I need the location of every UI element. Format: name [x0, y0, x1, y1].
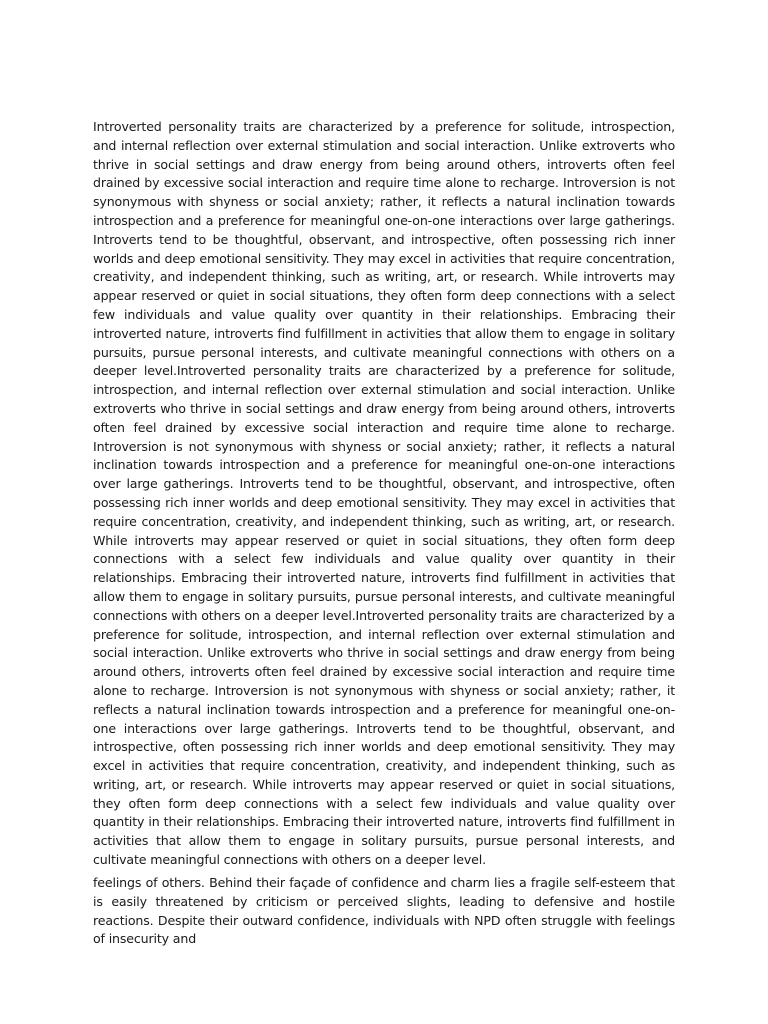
body-paragraph-npd-continuation: feelings of others. Behind their façade of confidence and charm lies a fragile self-esteem that is easily threatened by criticism or perceived slights, leading to defensive and hostile reactions. Despite their outward confidence, individuals with NPD often struggle with feelings of insecurity and — [93, 875, 675, 947]
body-paragraph-introversion: Introverted personality traits are characterized by a preference for solitude, introspection, and internal reflection over external stimulation and social interaction. Unlike extroverts who thrive in social settings and draw energy from being around others, introverts often feel drained by excessive social interaction and require time alone to recharge. Introversion is not synonymous with shyness or social anxiety; rather, it reflects a natural inclination towards introspection and a preference for meaningful one-on-one interactions over large gatherings. Introverts tend to be thoughtful, observant, and introspective, often possessing rich inner worlds and deep emotional sensitivity. They may excel in activities that require concentration, creativity, and independent thinking, such as writing, art, or research. While introverts may appear reserved or quiet in social situations, they often form deep connections with a select few individuals and value quality over quantity in their relationships. Embracing their introverted nature, introverts find fulfillment in activities that allow them to engage in solitary pursuits, pursue personal interests, and cultivate meaningful connections with others on a deeper level.Introverted personality traits are characterized by a preference for solitude, introspection, and internal reflection over external stimulation and social interaction. Unlike extroverts who thrive in social settings and draw energy from being around others, introverts often feel drained by excessive social interaction and require time alone to recharge. Introversion is not synonymous with shyness or social anxiety; rather, it reflects a natural inclination towards introspection and a preference for meaningful one-on-one interactions over large gatherings. Introverts tend to be thoughtful, observant, and introspective, often possessing rich inner worlds and deep emotional sensitivity. They may excel in activities that require concentration, creativity, and independent thinking, such as writing, art, or research. While introverts may appear reserved or quiet in social situations, they often form deep connections with a select few individuals and value quality over quantity in their relationships. Embracing their introverted nature, introverts find fulfillment in activities that allow them to engage in solitary pursuits, pursue personal interests, and cultivate meaningful connections with others on a deeper level.Introverted personality traits are characterized by a preference for solitude, introspection, and internal reflection over external stimulation and social interaction. Unlike extroverts who thrive in social settings and draw energy from being around others, introverts often feel drained by excessive social interaction and require time alone to recharge. Introversion is not synonymous with shyness or social anxiety; rather, it reflects a natural inclination towards introspection and a preference for meaningful one-on-one interactions over large gatherings. Introverts tend to be thoughtful, observant, and introspective, often possessing rich inner worlds and deep emotional sensitivity. They may excel in activities that require concentration, creativity, and independent thinking, such as writing, art, or research. While introverts may appear reserved or quiet in social situations, they often form deep connections with a select few individuals and value quality over quantity in their relationships. Embracing their introverted nature, introverts find fulfillment in activities that allow them to engage in solitary pursuits, pursue personal interests, and cultivate meaningful connections with others on a deeper level. — [93, 119, 675, 868]
